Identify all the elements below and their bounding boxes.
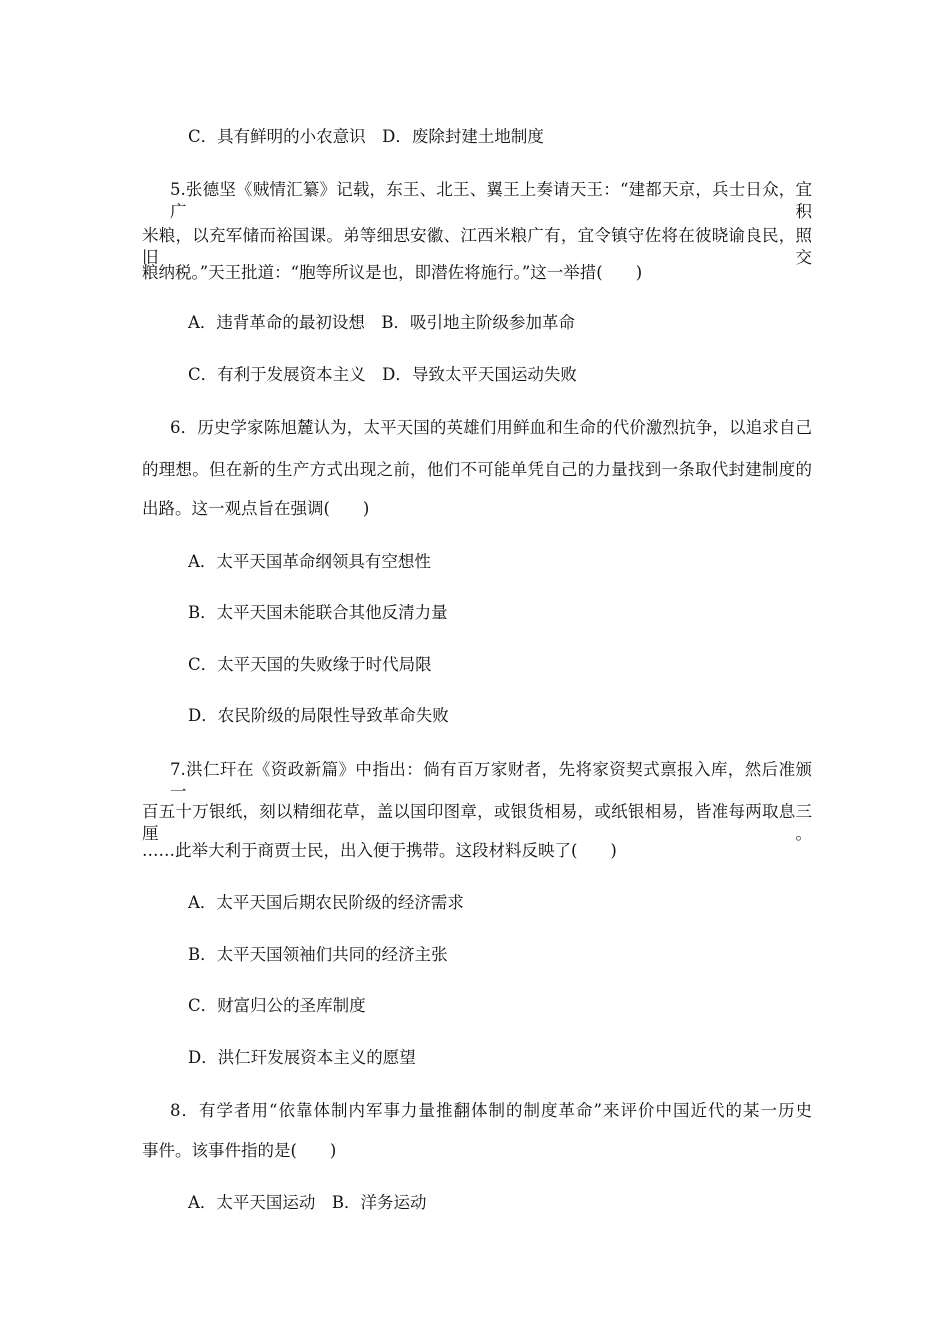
q6-stem-line-3: 出路。这一观点旨在强调( ) <box>142 499 370 518</box>
q7-option-d: D．洪仁玕发展资本主义的愿望 <box>188 1048 416 1067</box>
q7-option-c: C．财富归公的圣库制度 <box>188 996 366 1015</box>
q6-option-a: A．太平天国革命纲领具有空想性 <box>188 552 431 571</box>
q5-stem-line-2: 米粮，以充军储而裕国课。弟等细思安徽、江西米粮广有，宜令镇守佐将在彼晓谕良民，照旧交 <box>142 226 812 267</box>
q7-option-b: B．太平天国领袖们共同的经济主张 <box>188 945 448 964</box>
q6-option-c: C．太平天国的失败缘于时代局限 <box>188 655 432 674</box>
q8-stem-line-1: 8．有学者用“依靠体制内军事力量推翻体制的制度革命”来评价中国近代的某一历史 <box>170 1101 812 1120</box>
q4-options-cd: C．具有鲜明的小农意识 D．废除封建土地制度 <box>188 127 544 146</box>
q7-stem-line-2: 百五十万银纸，刻以精细花草，盖以国印图章，或银货相易，或纸银相易，皆准每两取息三厘。 <box>142 802 812 843</box>
q8-stem-line-2: 事件。该事件指的是( ) <box>142 1141 337 1160</box>
q5-stem-line-3: 粮纳税。”天王批道：“胞等所议是也，即潜佐将施行。”这一举措( ) <box>142 263 643 282</box>
q7-stem-line-1: 7.洪仁玕在《资政新篇》中指出：倘有百万家财者，先将家资契式禀报入库，然后准颁一 <box>170 760 812 801</box>
q6-option-d: D．农民阶级的局限性导致革命失败 <box>188 706 449 725</box>
q6-option-b: B．太平天国未能联合其他反清力量 <box>188 603 448 622</box>
q6-stem-line-1: 6．历史学家陈旭麓认为，太平天国的英雄们用鲜血和生命的代价激烈抗争，以追求自己 <box>170 418 812 437</box>
q7-stem-line-3: ……此举大利于商贾士民，出入便于携带。这段材料反映了( ) <box>142 841 617 860</box>
q8-options-ab: A．太平天国运动 B．洋务运动 <box>188 1193 427 1212</box>
q6-stem-line-2: 的理想。但在新的生产方式出现之前，他们不可能单凭自己的力量找到一条取代封建制度的 <box>142 460 812 479</box>
q5-options-cd: C．有利于发展资本主义 D．导致太平天国运动失败 <box>188 365 577 384</box>
q5-stem-line-1: 5.张德坚《贼情汇纂》记载，东王、北王、翼王上奏请天王：“建都天京，兵士日众，宜广积 <box>170 180 812 221</box>
q7-option-a: A．太平天国后期农民阶级的经济需求 <box>188 893 464 912</box>
q5-options-ab: A．违背革命的最初设想 B．吸引地主阶级参加革命 <box>188 313 576 332</box>
